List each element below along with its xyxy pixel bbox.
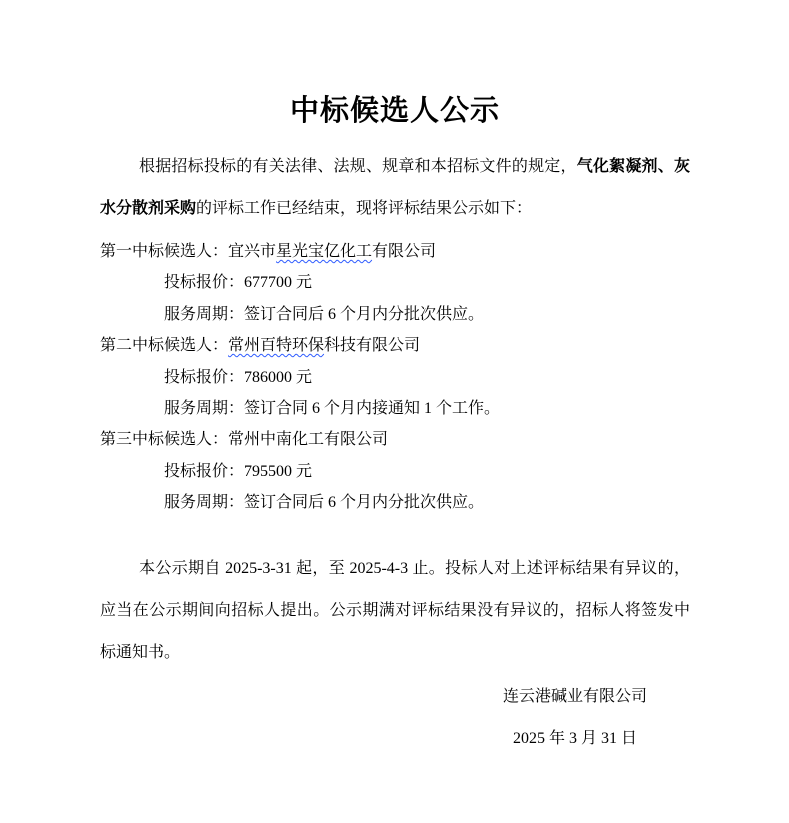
candidate-1-company-prefix: 宜兴市 — [228, 243, 277, 260]
candidate-3-name-line — [100, 424, 690, 455]
issuer-company-name: 连云港碱业有限公司 — [502, 687, 647, 705]
candidate-1-rank-label: 第一中标候选人： — [100, 243, 229, 260]
candidate-1-bid-price-line: 投标报价：677700 元 — [164, 274, 313, 292]
candidate-2-company-spellcheck-marked: 常州百特环保 — [228, 337, 325, 355]
candidates-section — [100, 236, 690, 519]
candidate-3-company-prefix: 常州中南化工有限公司 — [228, 431, 389, 449]
candidate-1-company-suffix: 有限公司 — [372, 243, 437, 260]
candidate-2-company-suffix: 科技有限公司 — [324, 337, 421, 355]
intro-text-lead: 根据招标投标的有关法律、法规、规章和本招标文件的规定， — [139, 158, 577, 175]
page-title: 中标候选人公示 — [289, 95, 500, 127]
signature-block — [100, 676, 690, 761]
candidate-2-service-period-line: 服务周期：签订合同 6 个月内接通知 1 个工作。 — [164, 400, 501, 418]
candidate-2-rank-label: 第二中标候选人： — [100, 337, 229, 355]
candidate-2-name-line — [100, 330, 690, 361]
candidate-1-service-period-line: 服务周期：签订合同后 6 个月内分批次供应。 — [164, 305, 485, 323]
candidate-3-service-period-line: 服务周期：签订合同后 6 个月内分批次供应。 — [164, 494, 485, 512]
candidate-3-rank-label: 第三中标候选人： — [100, 431, 229, 449]
intro-text-tail: 的评标工作已经结束，现将评标结果公示如下： — [196, 200, 533, 217]
candidate-3-bid-price-line: 投标报价：795500 元 — [164, 462, 313, 480]
candidate-1-name-line — [100, 236, 690, 267]
intro-paragraph — [100, 146, 690, 230]
announcement-date: 2025 年 3 月 31 日 — [512, 730, 637, 748]
candidate-2-bid-price-line: 投标报价：786000 元 — [164, 368, 313, 386]
signature-inner — [503, 676, 647, 761]
closing-paragraph: 本公示期自 2025-3-31 起，至 2025-4-3 止。投标人对上述评标结果有异议的，应当在公示期间向招标人提出。公示期满对评标结果没有异议的，招标人将签发中标通知书。 — [100, 559, 690, 661]
procurement-project-bold: 气化絮凝剂、灰水分散剂采购 — [100, 158, 690, 217]
candidate-1-company-spellcheck-marked: 星光宝亿化工 — [276, 243, 373, 260]
